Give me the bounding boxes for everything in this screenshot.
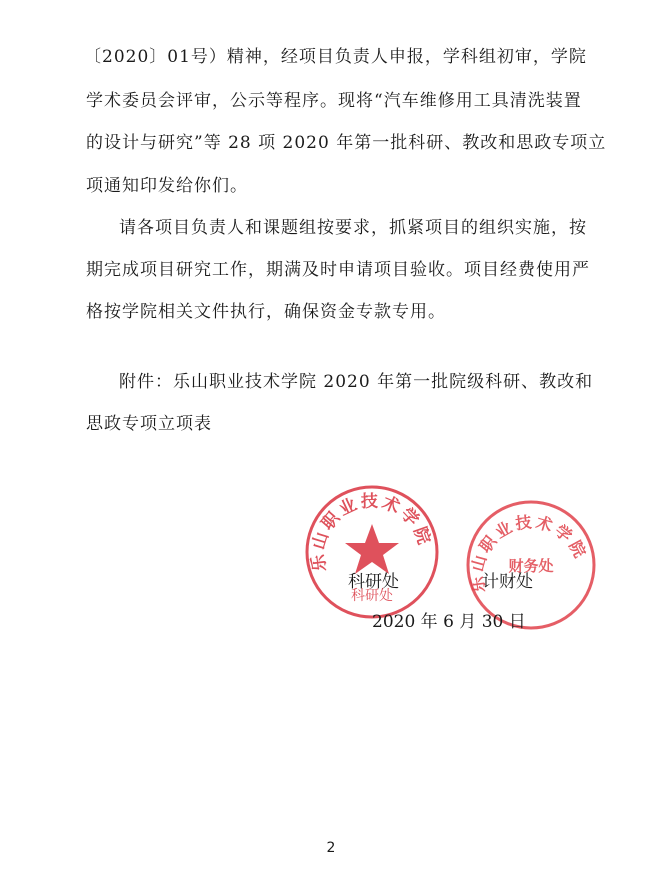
- paragraph-1-line-3: 的设计与研究”等 28 项 2020 年第一批科研、教改和思政专项立: [86, 133, 607, 153]
- seal-star-icon: [345, 524, 399, 574]
- page-number: 2: [326, 840, 336, 856]
- paragraph-2-line-2: 期完成项目研究工作，期满及时申请项目验收。项目经费使用严: [86, 260, 590, 280]
- paragraph-1-line-1: 〔2020〕01号）精神，经项目负责人申报，学科组初审，学院: [84, 47, 587, 67]
- seal1-center-text: 科研处: [351, 588, 393, 604]
- seal2-center-text: 财务处: [508, 557, 554, 575]
- signature-finance-office: 计财处: [482, 572, 533, 592]
- paragraph-1-line-4: 项通知印发给你们。: [86, 176, 248, 196]
- signature-research-office: 科研处: [348, 572, 399, 592]
- research-office-seal: [302, 482, 442, 622]
- paragraph-2-line-1: 请各项目负责人和课题组按要求，抓紧项目的组织实施，按: [119, 218, 587, 238]
- paragraph-1-line-2: 学术委员会评审，公示等程序。现将“汽车维修用工具清洗装置: [86, 91, 582, 111]
- paragraph-2-line-3: 格按学院相关文件执行，确保资金专款专用。: [86, 302, 446, 322]
- attachment-line-2: 思政专项立项表: [86, 414, 212, 434]
- signature-date: 2020 年 6 月 30 日: [372, 612, 526, 632]
- seal1-ring-text: 乐山职业技术学院: [308, 491, 435, 573]
- attachment-line-1: 附件：乐山职业技术学院 2020 年第一批院级科研、教改和: [119, 372, 594, 392]
- seal2-ring-text: 乐山职业技术学院: [467, 512, 591, 594]
